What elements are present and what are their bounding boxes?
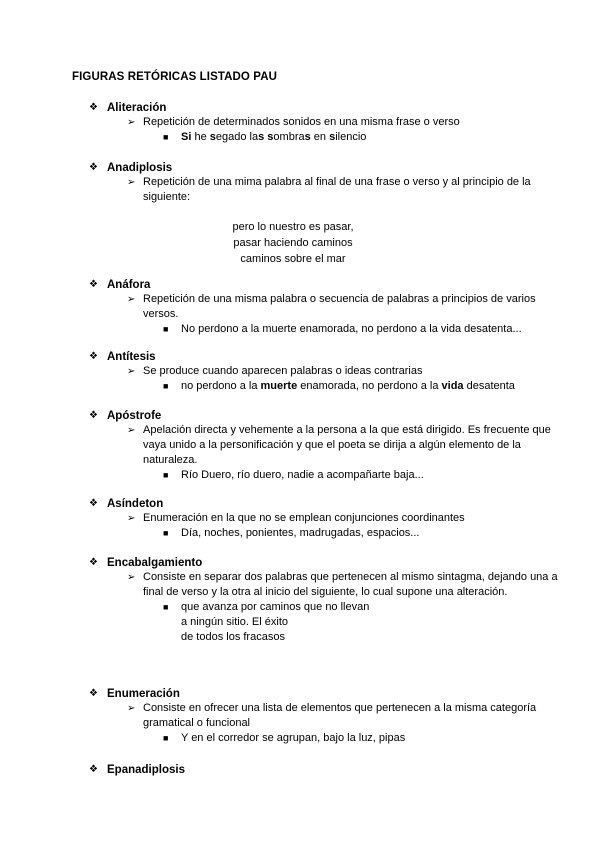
diamond-bullet-icon: ❖: [89, 278, 98, 290]
figure-definition: Se produce cuando aparecen palabras o ideas contrarias: [143, 365, 423, 377]
figure-example: Y en el corredor se agrupan, bajo la luz, pipas: [181, 732, 406, 744]
square-bullet-icon: ■: [163, 324, 169, 334]
figure-example: no perdono a la muerte enamorada, no perdono a la vida desatenta: [181, 380, 515, 392]
figure-name: Apóstrofe: [107, 409, 162, 422]
diamond-bullet-icon: ❖: [89, 556, 98, 568]
diamond-bullet-icon: ❖: [89, 161, 98, 173]
figure-antitesis: [89, 349, 559, 394]
figure-apostrofe: [89, 408, 559, 483]
square-bullet-icon: ■: [163, 132, 169, 142]
arrow-bullet-icon: ➢: [127, 294, 136, 305]
figure-name: Aliteración: [107, 101, 167, 114]
poem-line: pero lo nuestro es pasar,: [232, 221, 354, 233]
page-title: FIGURAS RETÓRICAS LISTADO PAU: [72, 71, 278, 83]
diamond-bullet-icon: ❖: [89, 763, 98, 775]
verse-line: de todos los fracasos: [181, 631, 285, 643]
figure-definition: Repetición de una misma palabra o secuencia de palabras a principios de varios versos.: [143, 293, 536, 320]
square-bullet-icon: ■: [163, 528, 169, 538]
diamond-bullet-icon: ❖: [89, 687, 98, 699]
square-bullet-icon: ■: [163, 381, 169, 391]
figure-name: Enumeración: [107, 687, 180, 700]
arrow-bullet-icon: ➢: [127, 513, 136, 524]
square-bullet-icon: ■: [163, 602, 169, 612]
figure-example: Si he segado las sombras en silencio: [181, 131, 367, 143]
diamond-bullet-icon: ❖: [89, 101, 98, 113]
arrow-bullet-icon: ➢: [127, 177, 136, 188]
arrow-bullet-icon: ➢: [127, 366, 136, 377]
figure-name: Encabalgamiento: [107, 556, 203, 569]
figure-example: No perdono a la muerte enamorada, no perdono a la vida desatenta...: [181, 323, 522, 335]
figure-epanadiplosis: [89, 762, 559, 777]
figure-definition: Consiste en ofrecer una lista de elementos que pertenecen a la misma categoría gramatical o funcional: [143, 702, 537, 729]
figure-enumeracion: [89, 686, 559, 746]
arrow-bullet-icon: ➢: [127, 572, 136, 583]
figure-asindeton: [89, 496, 559, 541]
figure-name: Anadiplosis: [107, 161, 173, 174]
arrow-bullet-icon: ➢: [127, 425, 136, 436]
figure-name: Epanadiplosis: [107, 763, 185, 776]
diamond-bullet-icon: ❖: [89, 350, 98, 362]
figure-example: Río Duero, río duero, nadie a acompañarte baja...: [181, 469, 424, 481]
poem-example: [218, 219, 368, 267]
arrow-bullet-icon: ➢: [127, 117, 136, 128]
figure-name: Antítesis: [107, 350, 156, 363]
verse-line: a ningún sitio. El éxito: [181, 616, 289, 628]
arrow-bullet-icon: ➢: [127, 703, 136, 714]
square-bullet-icon: ■: [163, 470, 169, 480]
figure-name: Asíndeton: [107, 497, 164, 510]
poem-line: pasar haciendo caminos: [233, 237, 353, 249]
figure-definition: Enumeración en la que no se emplean conjunciones coordinantes: [143, 512, 465, 524]
figure-name: Anáfora: [107, 278, 151, 291]
figure-anadiplosis: [89, 160, 559, 267]
figure-definition: Apelación directa y vehemente a la persona a la que está dirigido. Es frecuente que vaya unido a la personificación y que el poeta se dirija a algún elemento de la naturaleza.: [143, 424, 551, 466]
poem-line: caminos sobre el mar: [240, 253, 346, 265]
figure-encabalgamiento: [89, 555, 559, 645]
figure-definition: Consiste en separar dos palabras que pertenecen al mismo sintagma, dejando una a final de verso y la otra al inicio del siguiente, lo cual supone una alteración.: [143, 571, 558, 598]
figure-example: Día, noches, ponientes, madrugadas, espacios...: [181, 527, 420, 539]
figure-definition: Repetición de determinados sonidos en una misma frase o verso: [143, 116, 460, 128]
square-bullet-icon: ■: [163, 733, 169, 743]
diamond-bullet-icon: ❖: [89, 409, 98, 421]
figure-example: [181, 600, 559, 645]
diamond-bullet-icon: ❖: [89, 497, 98, 509]
verse-line: que avanza por caminos que no llevan: [181, 601, 370, 613]
figure-aliteracion: [89, 100, 559, 145]
figure-anafora: [89, 277, 559, 337]
figure-definition: Repetición de una mima palabra al final de una frase o verso y al principio de la siguiente:: [143, 176, 531, 203]
